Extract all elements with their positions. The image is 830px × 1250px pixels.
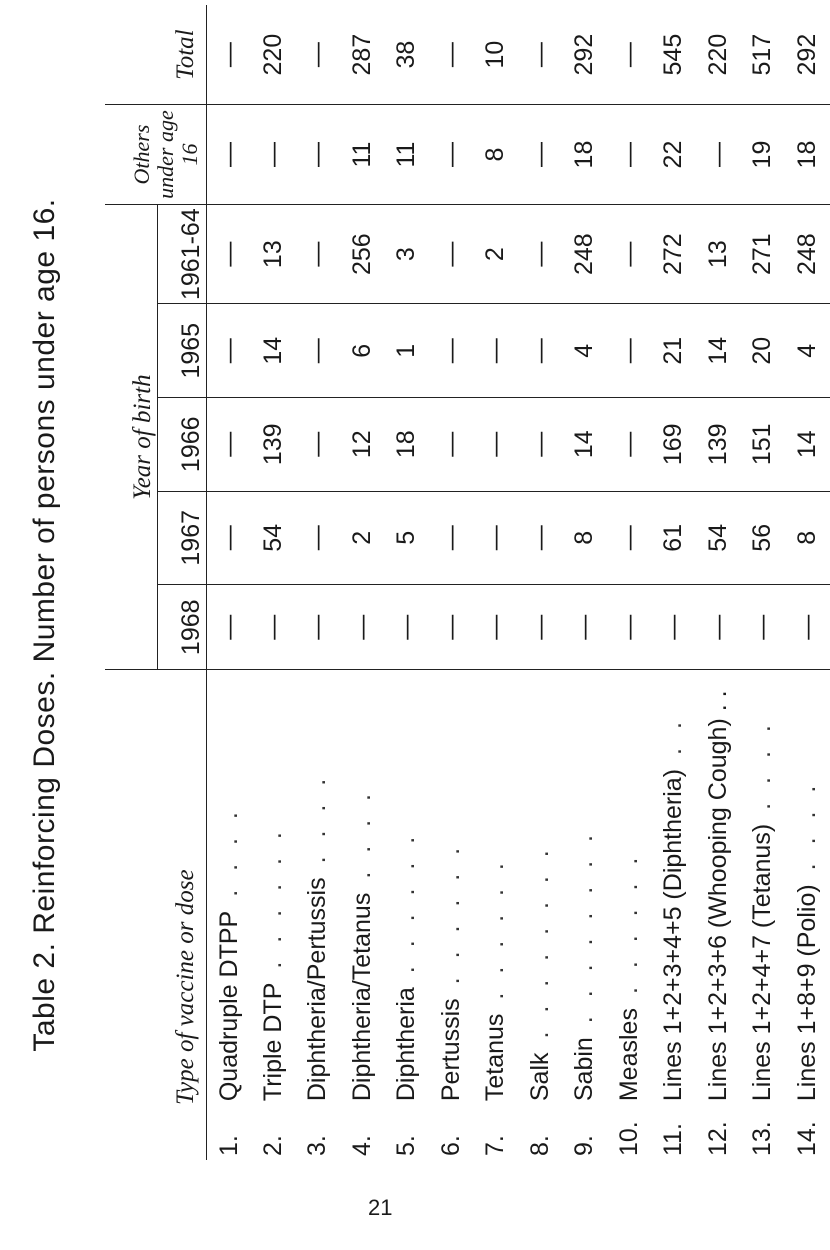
year-1965-header: 1965: [158, 304, 207, 398]
value-cell: —: [563, 585, 608, 670]
value-cell: 14: [696, 304, 741, 398]
line-number: 1.: [214, 1135, 243, 1156]
row-label-cell: [607, 670, 652, 1107]
table-row: [251, 5, 296, 1160]
line-number: 5.: [392, 1135, 421, 1156]
line-number: 3.: [303, 1135, 332, 1156]
line-number: 11.: [659, 1123, 688, 1156]
total-cell: 220: [696, 5, 741, 105]
value-cell: 19: [741, 105, 786, 205]
total-cell: —: [518, 5, 563, 105]
value-cell: 12: [340, 398, 385, 492]
leader-dots: . . . .: [748, 719, 777, 810]
value-cell: 11: [385, 105, 430, 205]
value-cell: —: [251, 105, 296, 205]
value-cell: —: [785, 585, 830, 670]
row-label-cell: [474, 670, 519, 1107]
value-cell: —: [207, 398, 252, 492]
value-cell: 248: [785, 204, 830, 304]
leader-dots: . . . . . .: [436, 841, 465, 985]
value-cell: 18: [785, 105, 830, 205]
total-cell: 292: [563, 5, 608, 105]
value-cell: 272: [652, 204, 697, 304]
value-cell: —: [607, 304, 652, 398]
leader-dots: . . . .: [347, 788, 376, 879]
value-cell: —: [429, 304, 474, 398]
value-cell: —: [296, 585, 341, 670]
value-cell: —: [474, 491, 519, 585]
table-row: [474, 5, 519, 1160]
table-title: Table 2. Reinforcing Doses. Number of persons under age 16.: [28, 198, 61, 1052]
table-row: [696, 5, 741, 1160]
value-cell: —: [607, 585, 652, 670]
value-cell: 1: [385, 304, 430, 398]
year-1966-header: 1966: [158, 398, 207, 492]
year-1961-64-header: 1961-64: [158, 204, 207, 304]
row-label-cell: [385, 670, 430, 1107]
row-label: Measles: [614, 1008, 643, 1102]
value-cell: 5: [385, 491, 430, 585]
leader-dots: . . . . . .: [258, 826, 287, 969]
row-label: Salk: [525, 1052, 554, 1102]
value-cell: 4: [563, 304, 608, 398]
value-cell: —: [652, 585, 697, 670]
value-cell: —: [429, 585, 474, 670]
value-cell: —: [207, 304, 252, 398]
value-cell: 18: [563, 105, 608, 205]
value-cell: —: [474, 398, 519, 492]
value-cell: 6: [340, 304, 385, 398]
row-label: Lines 1+2+3+6 (Whooping Cough) . .: [703, 690, 732, 1102]
value-cell: —: [518, 204, 563, 304]
value-cell: 169: [652, 398, 697, 492]
table-row: [652, 5, 697, 1160]
others-header: Others under age 16: [105, 105, 207, 205]
value-cell: —: [251, 585, 296, 670]
line-number: 14.: [792, 1121, 821, 1156]
year-of-birth-header: Year of birth: [105, 204, 158, 670]
table-row: [607, 5, 652, 1160]
total-cell: —: [607, 5, 652, 105]
total-cell: 292: [785, 5, 830, 105]
value-cell: 22: [652, 105, 697, 205]
line-number: 8.: [525, 1135, 554, 1156]
row-label: Lines 1+2+4+7 (Tetanus): [748, 823, 777, 1102]
doses-table: [105, 5, 830, 1160]
total-cell: 545: [652, 5, 697, 105]
value-cell: —: [518, 491, 563, 585]
value-cell: 56: [741, 491, 786, 585]
value-cell: 13: [696, 204, 741, 304]
table-row: [429, 5, 474, 1160]
leader-dots: . . . . . .: [481, 857, 510, 1000]
value-cell: 139: [251, 398, 296, 492]
value-cell: —: [429, 491, 474, 585]
value-cell: 13: [251, 204, 296, 304]
row-label: Lines 1+2+3+4+5 (Diphtheria): [659, 768, 688, 1102]
row-label: Sabin: [570, 1037, 599, 1102]
value-cell: —: [518, 304, 563, 398]
value-cell: —: [518, 398, 563, 492]
row-label: Pertussis: [436, 998, 465, 1102]
value-cell: 20: [741, 304, 786, 398]
row-label: Quadruple DTPP: [214, 910, 243, 1102]
line-number: 2.: [258, 1135, 287, 1156]
table-row: [296, 5, 341, 1160]
table-row: [207, 5, 252, 1160]
value-cell: —: [607, 398, 652, 492]
row-label: Diphtheria/Tetanus: [347, 892, 376, 1102]
row-label: Tetanus: [481, 1013, 510, 1102]
value-cell: 256: [340, 204, 385, 304]
value-cell: 139: [696, 398, 741, 492]
value-cell: —: [429, 105, 474, 205]
value-cell: 2: [340, 491, 385, 585]
value-cell: —: [207, 105, 252, 205]
total-cell: —: [296, 5, 341, 105]
type-header: Type of vaccine or dose: [105, 670, 207, 1160]
row-label-cell: [429, 670, 474, 1107]
year-1967-header: 1967: [158, 491, 207, 585]
value-cell: 54: [251, 491, 296, 585]
row-label-cell: [207, 670, 252, 1107]
value-cell: —: [607, 491, 652, 585]
value-cell: —: [207, 585, 252, 670]
page-number: 21: [368, 1195, 393, 1220]
value-cell: 61: [652, 491, 697, 585]
value-cell: 8: [474, 105, 519, 205]
value-cell: —: [474, 585, 519, 670]
line-number: 12.: [703, 1121, 732, 1156]
value-cell: —: [696, 105, 741, 205]
value-cell: 14: [563, 398, 608, 492]
value-cell: 54: [696, 491, 741, 585]
table-row: [518, 5, 563, 1160]
total-cell: 38: [385, 5, 430, 105]
value-cell: 8: [563, 491, 608, 585]
value-cell: 151: [741, 398, 786, 492]
value-cell: —: [474, 304, 519, 398]
row-label: Diphtheria/Pertussis: [303, 877, 332, 1102]
value-cell: —: [607, 204, 652, 304]
value-cell: —: [741, 585, 786, 670]
table-row: [563, 5, 608, 1160]
value-cell: —: [518, 585, 563, 670]
total-cell: 220: [251, 5, 296, 105]
year-1968-header: 1968: [158, 585, 207, 670]
row-label-cell: [652, 670, 697, 1107]
leader-dots: . .: [659, 716, 688, 755]
value-cell: 2: [474, 204, 519, 304]
line-number: 10.: [614, 1121, 643, 1156]
value-cell: 14: [785, 398, 830, 492]
value-cell: 21: [652, 304, 697, 398]
leader-dots: . . . .: [792, 779, 821, 871]
value-cell: —: [207, 491, 252, 585]
row-label-cell: [518, 670, 563, 1107]
value-cell: —: [429, 204, 474, 304]
total-cell: 517: [741, 5, 786, 105]
value-cell: —: [296, 398, 341, 492]
row-label: Diphtheria: [392, 987, 421, 1102]
value-cell: 8: [785, 491, 830, 585]
value-cell: —: [696, 585, 741, 670]
value-cell: —: [518, 105, 563, 205]
table-row: [385, 5, 430, 1160]
value-cell: —: [340, 585, 385, 670]
row-label-cell: [696, 670, 741, 1107]
line-number: 7.: [481, 1135, 510, 1156]
value-cell: 14: [251, 304, 296, 398]
leader-dots: . . . .: [214, 806, 243, 897]
line-number: 4.: [347, 1135, 376, 1156]
value-cell: —: [296, 105, 341, 205]
leader-dots: . . . . . . . .: [525, 844, 554, 1039]
total-cell: 287: [340, 5, 385, 105]
row-label-cell: [251, 670, 296, 1107]
line-number: 6.: [436, 1135, 465, 1156]
value-cell: 3: [385, 204, 430, 304]
leader-dots: . . . .: [303, 772, 332, 864]
leader-dots: . . . . . .: [614, 851, 643, 995]
total-cell: 10: [474, 5, 519, 105]
row-label-cell: [563, 670, 608, 1107]
leader-dots: . . . . . . . .: [570, 829, 599, 1024]
value-cell: —: [296, 204, 341, 304]
value-cell: 4: [785, 304, 830, 398]
line-number: 13.: [748, 1121, 777, 1156]
value-cell: —: [607, 105, 652, 205]
row-label: Lines 1+8+9 (Polio): [792, 884, 821, 1102]
row-label-cell: [785, 670, 830, 1107]
value-cell: 18: [385, 398, 430, 492]
table-row: [340, 5, 385, 1160]
row-label-cell: [296, 670, 341, 1107]
value-cell: 248: [563, 204, 608, 304]
value-cell: 11: [340, 105, 385, 205]
line-number: 9.: [570, 1135, 599, 1156]
value-cell: —: [207, 204, 252, 304]
value-cell: —: [296, 491, 341, 585]
row-label-cell: [340, 670, 385, 1107]
total-cell: —: [429, 5, 474, 105]
value-cell: 271: [741, 204, 786, 304]
value-cell: —: [296, 304, 341, 398]
leader-dots: . . . . . .: [392, 830, 421, 974]
row-label-cell: [741, 670, 786, 1107]
table-row: [785, 5, 830, 1160]
total-header: Total: [105, 5, 207, 105]
value-cell: —: [429, 398, 474, 492]
table-row: [741, 5, 786, 1160]
total-cell: —: [207, 5, 252, 105]
row-label: Triple DTP: [258, 982, 287, 1102]
value-cell: —: [385, 585, 430, 670]
